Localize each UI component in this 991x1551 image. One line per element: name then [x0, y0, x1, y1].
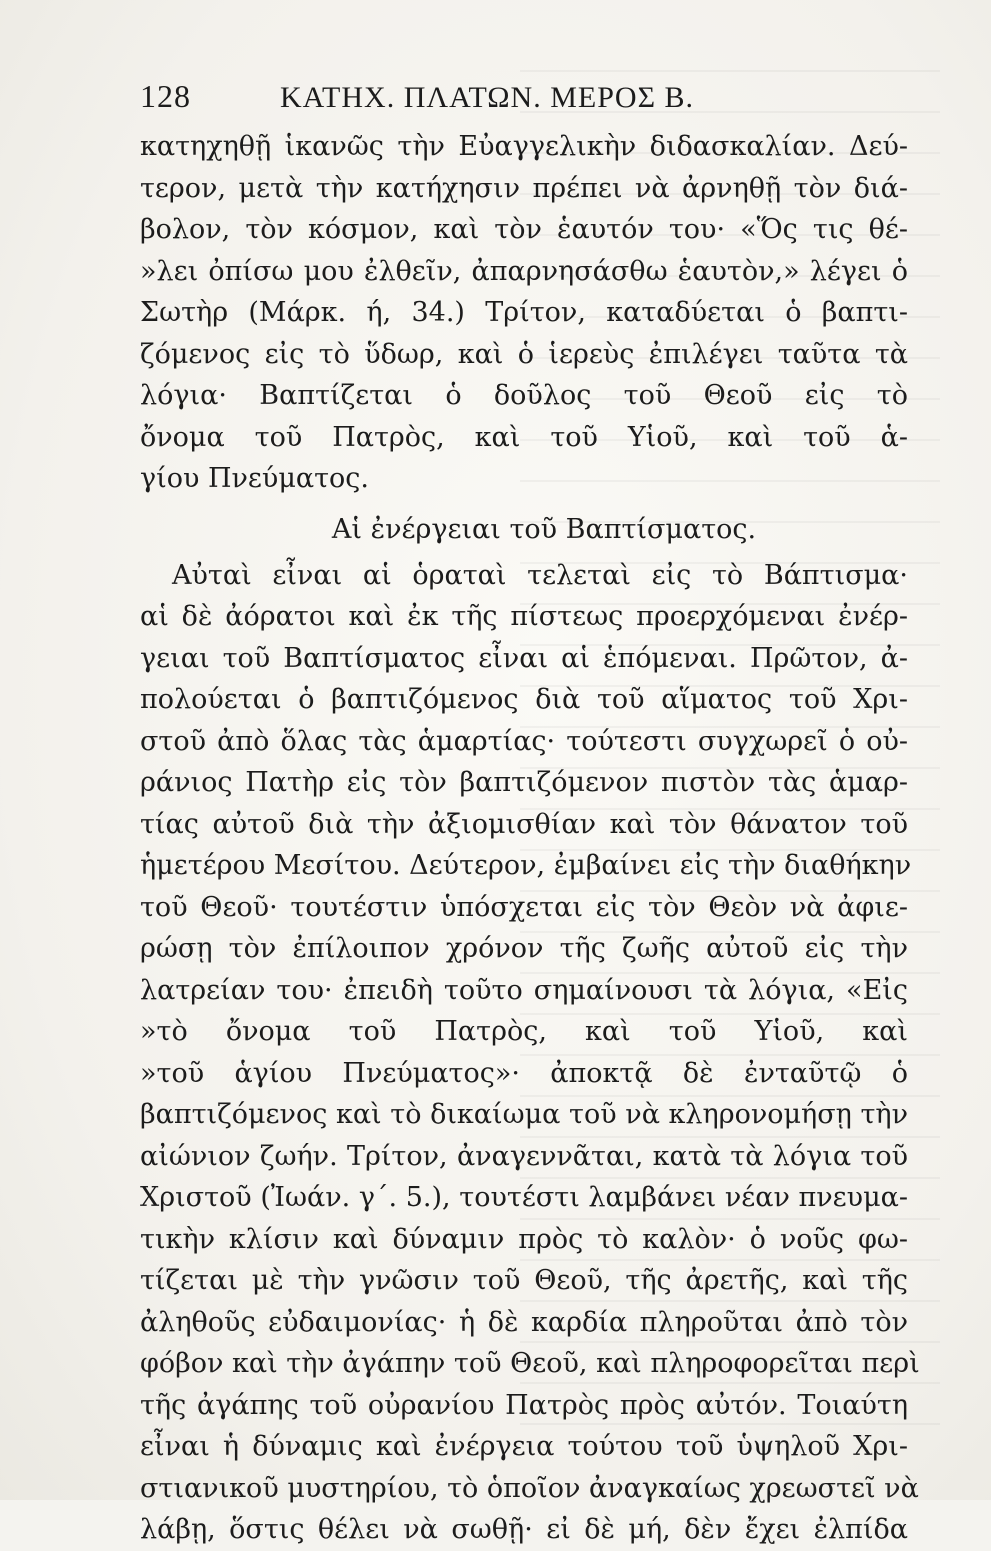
text-line: Αὐταὶ εἶναι αἱ ὁραταὶ τελεταὶ εἰς τὸ Βάπτισμα·: [172, 559, 908, 591]
text-line: λόγια· Βαπτίζεται ὁ δοῦλος τοῦ Θεοῦ εἰς τὸ: [140, 380, 908, 411]
text-line: »τοῦ ἁγίου Πνεύματος»· ἀποκτᾷ δὲ ἐνταῦτῷ ὁ: [140, 1057, 908, 1089]
page-header: [140, 78, 908, 126]
text-line: τῆς ἀγάπης τοῦ οὐρανίου Πατρὸς πρὸς αὐτόν. Τοιαύτη: [140, 1389, 908, 1421]
text-line: Χριστοῦ (Ἰωάν. γ΄. 5.), τουτέστι λαμβάνει νέαν πνευμα-: [140, 1182, 908, 1213]
text-line: τοῦ Θεοῦ· τουτέστιν ὑπόσχεται εἰς τὸν Θεὸν νὰ ἀφιε-: [140, 891, 908, 923]
text-block: [140, 78, 920, 1551]
text-line: στιανικοῦ μυστηρίου, τὸ ὁποῖον ἀναγκαίως χρεωστεῖ νὰ: [140, 1472, 919, 1504]
text-line: κατηχηθῇ ἱκανῶς τὴν Εὐαγγελικὴν διδασκαλίαν. Δεύ-: [140, 131, 908, 162]
text-line: ὄνομα τοῦ Πατρὸς, καὶ τοῦ Υἱοῦ, καὶ τοῦ ἁ-: [140, 421, 908, 453]
text-line: πολούεται ὁ βαπτιζόμενος διὰ τοῦ αἵματος τοῦ Χρι-: [140, 684, 908, 715]
text-line: Σωτὴρ (Μάρκ. ή, 34.) Τρίτον, καταδύεται ὁ βαπτι-: [140, 297, 908, 328]
section-heading: Αἱ ἐνέργειαι τοῦ Βαπτίσματος.: [331, 513, 757, 545]
text-line: γίου Πνεύματος.: [140, 463, 370, 494]
text-line: ράνιος Πατὴρ εἰς τὸν βαπτιζόμενον πιστὸν τὰς ἁμαρ-: [140, 767, 908, 798]
text-line: τικὴν κλίσιν καὶ δύναμιν πρὸς τὸ καλὸν· ὁ νοῦς φω-: [140, 1223, 908, 1255]
text-line: βολον, τὸν κόσμον, καὶ τὸν ἑαυτόν του· «Ὅς τις θέ-: [140, 214, 908, 245]
text-line: στοῦ ἀπὸ ὅλας τὰς ἁμαρτίας· τούτεστι συγχωρεῖ ὁ οὐ-: [140, 725, 908, 757]
paragraph-1: [140, 126, 908, 500]
text-line: βαπτιζόμενος καὶ τὸ δικαίωμα τοῦ νὰ κληρονομήσῃ τὴν: [140, 1099, 908, 1130]
text-line: ρώσῃ τὸν ἐπίλοιπον χρόνον τῆς ζωῆς αὐτοῦ εἰς τὴν: [140, 933, 908, 964]
text-line: ἀληθοῦς εὐδαιμονίας· ἡ δὲ καρδία πληροῦται ἀπὸ τὸν: [140, 1306, 908, 1338]
text-line: τίας αὐτοῦ διὰ τὴν ἀξιομισθίαν καὶ τὸν θάνατον τοῦ: [140, 808, 908, 840]
text-line: αἰώνιον ζωήν. Τρίτον, ἀναγεννᾶται, κατὰ τὰ λόγια τοῦ: [140, 1140, 908, 1172]
text-line: τίζεται μὲ τὴν γνῶσιν τοῦ Θεοῦ, τῆς ἀρετῆς, καὶ τῆς: [140, 1265, 908, 1296]
text-line: »τὸ ὄνομα τοῦ Πατρὸς, καὶ τοῦ Υἱοῦ, καὶ: [140, 1016, 908, 1047]
paragraph-2: [140, 555, 920, 1551]
running-title: ΚΑΤΗΧ. ΠΛΑΤΩΝ. ΜΕΡΟΣ Β.: [280, 81, 695, 114]
text-line: φόβον καὶ τὴν ἀγάπην τοῦ Θεοῦ, καὶ πληροφορεῖται περὶ: [140, 1348, 920, 1379]
text-line: »λει ὀπίσω μου ἐλθεῖν, ἀπαρνησάσθω ἑαυτὸν,» λέγει ὁ: [140, 255, 908, 287]
text-line: λάβῃ, ὅστις θέλει νὰ σωθῇ· εἰ δὲ μή, δὲν ἔχει ἐλπίδα: [140, 1514, 908, 1545]
page-number: 128: [140, 78, 191, 114]
text-line: αἱ δὲ ἀόρατοι καὶ ἐκ τῆς πίστεως προερχόμεναι ἐνέρ-: [140, 601, 908, 632]
text-line: ζόμενος εἰς τὸ ὕδωρ, καὶ ὁ ἱερεὺς ἐπιλέγει ταῦτα τὰ: [140, 338, 908, 370]
text-line: γειαι τοῦ Βαπτίσματος εἶναι αἱ ἑπόμεναι. Πρῶτον, ἀ-: [140, 642, 908, 674]
text-line: εἶναι ἡ δύναμις καὶ ἐνέργεια τούτου τοῦ ὑψηλοῦ Χρι-: [140, 1431, 908, 1462]
text-line: ἡμετέρου Μεσίτου. Δεύτερον, ἐμβαίνει εἰς τὴν διαθήκην: [140, 850, 912, 881]
text-line: λατρείαν του· ἐπειδὴ τοῦτο σημαίνουσι τὰ λόγια, «Εἰς: [140, 974, 908, 1006]
text-line: τερον, μετὰ τὴν κατήχησιν πρέπει νὰ ἀρνηθῇ τὸν διά-: [140, 172, 908, 204]
